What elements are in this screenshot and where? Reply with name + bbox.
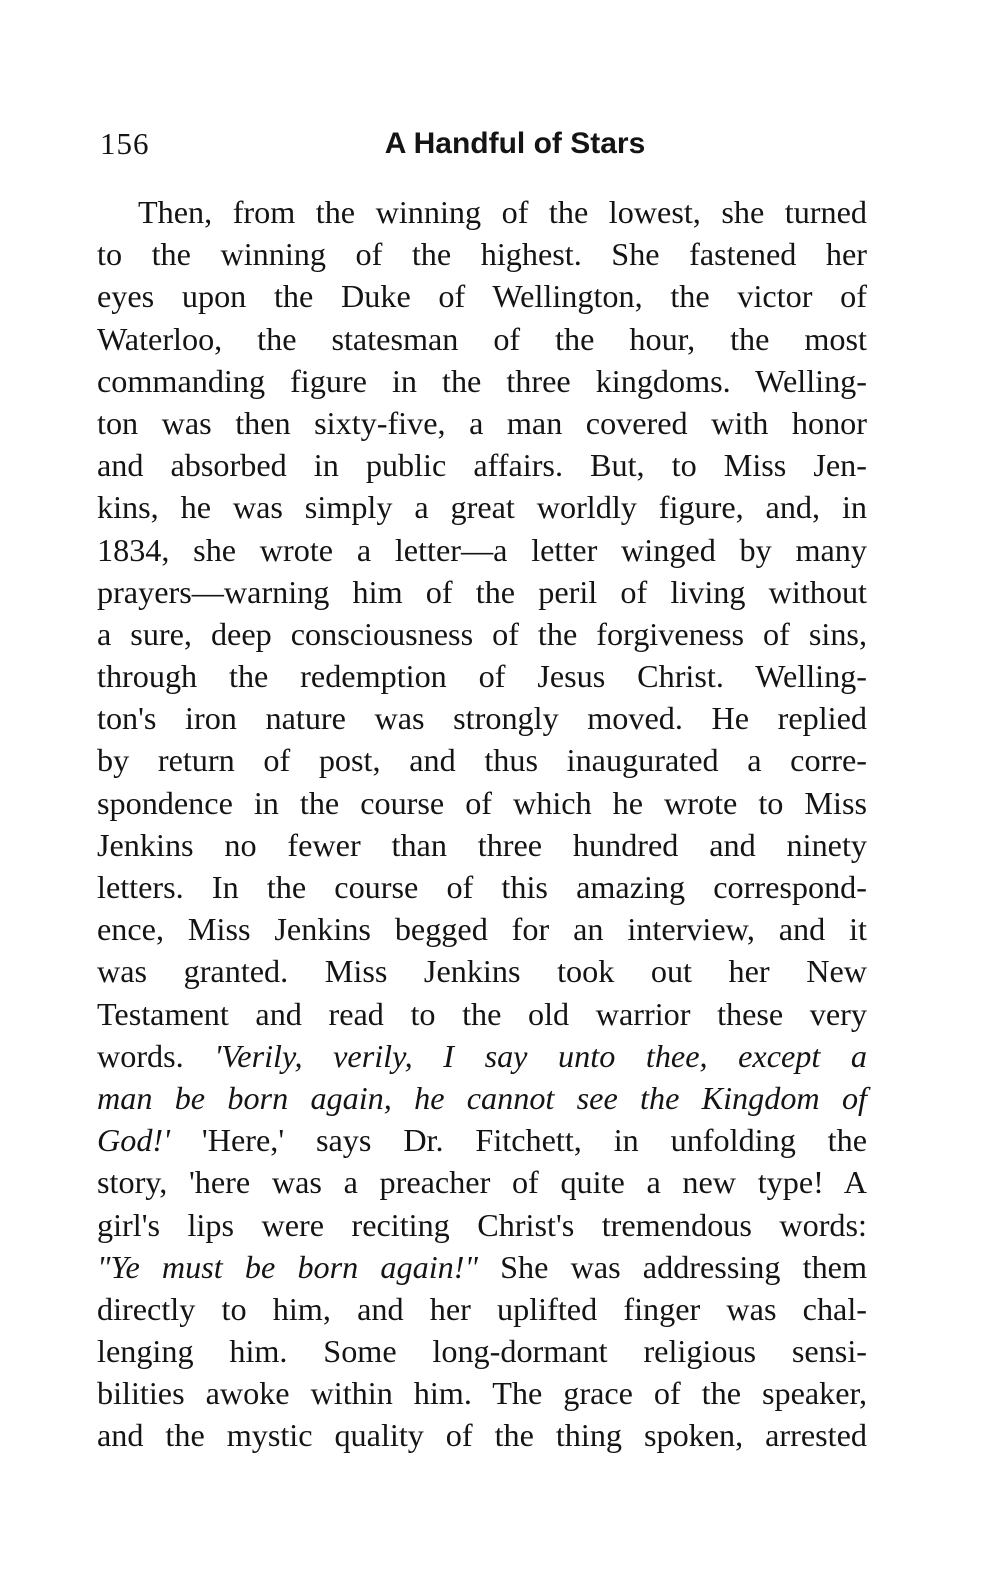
- line-roman-text: words.: [97, 1037, 215, 1074]
- text-line-quote-start: [97, 1035, 867, 1077]
- quotation-italic: God!': [97, 1122, 171, 1159]
- page-number: 156: [100, 126, 150, 161]
- text-line: lenging him. Some long-dormant religious sensi-: [97, 1333, 867, 1370]
- text-line: by return of post, and thus inaugurated a corre-: [97, 742, 867, 779]
- text-line: through the redemption of Jesus Christ. Welling-: [97, 658, 867, 695]
- text-line: ence, Miss Jenkins begged for an interview, and it: [97, 911, 867, 948]
- text-line-quote: [97, 1246, 867, 1288]
- text-line: ton was then sixty-five, a man covered with honor: [97, 404, 867, 441]
- text-line: 1834, she wrote a letter—a letter winged by many: [97, 531, 867, 568]
- line-roman-text: 'Here,' says Dr. Fitchett, in unfolding the: [170, 1122, 867, 1159]
- quotation-italic: 'Verily, verily, I say unto thee, except a: [214, 1037, 867, 1074]
- text-line: commanding figure in the three kingdoms. Welling-: [97, 362, 867, 399]
- body-text: [97, 191, 867, 1457]
- text-line: and the mystic quality of the thing spoken, arrested: [97, 1417, 867, 1454]
- text-line: ton's iron nature was strongly moved. He replied: [97, 700, 867, 737]
- text-line: Jenkins no fewer than three hundred and ninety: [97, 826, 867, 863]
- text-line: was granted. Miss Jenkins took out her New: [97, 953, 867, 990]
- page-header: [100, 122, 870, 166]
- text-line: letters. In the course of this amazing correspond-: [97, 869, 867, 905]
- running-title: A Handful of Stars: [384, 127, 646, 160]
- text-line: prayers—warning him of the peril of living without: [97, 573, 867, 610]
- text-line: eyes upon the Duke of Wellington, the victor of: [97, 278, 867, 315]
- text-line: and absorbed in public affairs. But, to Miss Jen-: [97, 447, 867, 484]
- text-line: bilities awoke within him. The grace of the speaker,: [97, 1375, 867, 1412]
- text-line: Then, from the winning of the lowest, she turned: [138, 194, 867, 230]
- text-line: girl's lips were reciting Christ's tremendous words:: [97, 1206, 867, 1243]
- text-line: to the winning of the highest. She fastened her: [97, 236, 867, 273]
- text-line: Testament and read to the old warrior these very: [97, 995, 867, 1032]
- quotation-italic: man be born again, he cannot see the Kingdom of: [97, 1079, 867, 1116]
- text-line-quote: [97, 1077, 867, 1119]
- text-line: Waterloo, the statesman of the hour, the most: [97, 320, 867, 357]
- line-roman-text: She was addressing them: [477, 1248, 867, 1285]
- text-line: spondence in the course of which he wrote to Miss: [97, 784, 867, 821]
- text-line: story, 'here was a preacher of quite a new type! A: [97, 1164, 867, 1201]
- text-line: a sure, deep consciousness of the forgiveness of sins,: [97, 615, 867, 652]
- text-line-quote-end: [97, 1119, 867, 1161]
- text-line: kins, he was simply a great worldly figure, and, in: [97, 489, 867, 526]
- text-line: directly to him, and her uplifted finger was chal-: [97, 1290, 867, 1327]
- quotation-italic: "Ye must be born again!": [97, 1248, 478, 1285]
